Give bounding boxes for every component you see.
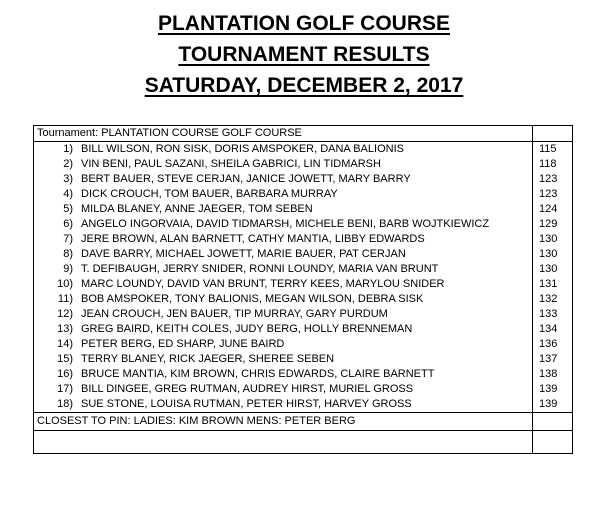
team-cell xyxy=(34,247,533,262)
team-names: BOB AMSPOKER, TONY BALIONIS, MEGAN WILSON, DEBRA SISK xyxy=(81,293,424,305)
score-cell: 134 xyxy=(533,322,573,337)
team-names: BERT BAUER, STEVE CERJAN, JANICE JOWETT, MARY BARRY xyxy=(81,173,411,185)
score-cell: 115 xyxy=(533,142,573,158)
result-row xyxy=(34,352,573,367)
rank-label: 12) xyxy=(57,308,73,320)
rank-label: 7) xyxy=(63,233,73,245)
score-cell: 130 xyxy=(533,247,573,262)
rank-label: 3) xyxy=(63,173,73,185)
page-header xyxy=(0,8,608,101)
team-cell xyxy=(34,202,533,217)
team-names: VIN BENI, PAUL SAZANI, SHEILA GABRICI, LIN TIDMARSH xyxy=(81,158,381,170)
team-names: BILL DINGEE, GREG RUTMAN, AUDREY HIRST, MURIEL GROSS xyxy=(81,383,414,395)
tournament-row xyxy=(34,126,573,142)
team-cell xyxy=(34,142,533,158)
score-cell: 132 xyxy=(533,292,573,307)
rank-label: 11) xyxy=(57,293,73,305)
result-row xyxy=(34,262,573,277)
result-row xyxy=(34,142,573,158)
team-names: MARC LOUNDY, DAVID VAN BRUNT, TERRY KEES, MARYLOU SNIDER xyxy=(81,278,445,290)
team-names: JEAN CROUCH, JEN BAUER, TIP MURRAY, GARY PURDUM xyxy=(81,308,388,320)
team-cell xyxy=(34,367,533,382)
tournament-score-cell xyxy=(533,126,573,142)
team-names: TERRY BLANEY, RICK JAEGER, SHEREE SEBEN xyxy=(81,353,335,365)
score-cell: 136 xyxy=(533,337,573,352)
result-row xyxy=(34,322,573,337)
score-cell: 130 xyxy=(533,232,573,247)
result-row xyxy=(34,337,573,352)
rank-label: 1) xyxy=(63,143,73,155)
team-cell xyxy=(34,277,533,292)
team-names: DAVE BARRY, MICHAEL JOWETT, MARIE BAUER, PAT CERJAN xyxy=(81,248,406,260)
rank-label: 18) xyxy=(57,398,73,410)
result-row xyxy=(34,382,573,397)
score-cell: 131 xyxy=(533,277,573,292)
team-cell xyxy=(34,217,533,232)
results-table xyxy=(33,125,573,454)
result-row xyxy=(34,397,573,413)
rank-label: 10) xyxy=(57,278,73,290)
result-row xyxy=(34,292,573,307)
team-cell xyxy=(34,262,533,277)
result-row xyxy=(34,217,573,232)
result-row xyxy=(34,247,573,262)
result-row xyxy=(34,187,573,202)
rank-label: 9) xyxy=(63,263,73,275)
team-names: T. DEFIBAUGH, JERRY SNIDER, RONNI LOUNDY, MARIA VAN BRUNT xyxy=(81,263,439,275)
tournament-label: Tournament: PLANTATION COURSE GOLF COURSE xyxy=(34,126,533,142)
team-cell xyxy=(34,397,533,413)
empty-cell xyxy=(34,431,533,454)
rank-label: 6) xyxy=(63,218,73,230)
team-names: PETER BERG, ED SHARP, JUNE BAIRD xyxy=(81,338,285,350)
team-names: MILDA BLANEY, ANNE JAEGER, TOM SEBEN xyxy=(81,203,313,215)
result-row xyxy=(34,367,573,382)
team-names: GREG BAIRD, KEITH COLES, JUDY BERG, HOLLY BRENNEMAN xyxy=(81,323,413,335)
closest-to-pin-score-cell xyxy=(533,413,573,431)
score-cell: 138 xyxy=(533,367,573,382)
team-names: DICK CROUCH, TOM BAUER, BARBARA MURRAY xyxy=(81,188,338,200)
team-cell xyxy=(34,382,533,397)
date-title: SATURDAY, DECEMBER 2, 2017 xyxy=(144,74,464,97)
score-cell: 124 xyxy=(533,202,573,217)
team-cell xyxy=(34,352,533,367)
empty-score-cell xyxy=(533,431,573,454)
rank-label: 16) xyxy=(57,368,73,380)
result-row xyxy=(34,202,573,217)
results-title: TOURNAMENT RESULTS xyxy=(178,43,430,66)
result-row xyxy=(34,157,573,172)
score-cell: 129 xyxy=(533,217,573,232)
result-row xyxy=(34,307,573,322)
closest-to-pin-label: CLOSEST TO PIN: LADIES: KIM BROWN MENS: PETER BERG xyxy=(34,413,533,431)
team-names: SUE STONE, LOUISA RUTMAN, PETER HIRST, HARVEY GROSS xyxy=(81,398,412,410)
team-names: BRUCE MANTIA, KIM BROWN, CHRIS EDWARDS, CLAIRE BARNETT xyxy=(81,368,435,380)
score-cell: 118 xyxy=(533,157,573,172)
team-cell xyxy=(34,172,533,187)
rank-label: 2) xyxy=(63,158,73,170)
empty-row xyxy=(34,431,573,454)
rank-label: 5) xyxy=(63,203,73,215)
course-title: PLANTATION GOLF COURSE xyxy=(157,12,451,35)
rank-label: 15) xyxy=(57,353,73,365)
team-cell xyxy=(34,187,533,202)
score-cell: 133 xyxy=(533,307,573,322)
score-cell: 137 xyxy=(533,352,573,367)
rank-label: 17) xyxy=(57,383,73,395)
team-names: JERE BROWN, ALAN BARNETT, CATHY MANTIA, LIBBY EDWARDS xyxy=(81,233,425,245)
closest-to-pin-row xyxy=(34,413,573,431)
rank-label: 4) xyxy=(63,188,73,200)
result-row xyxy=(34,232,573,247)
result-row xyxy=(34,277,573,292)
team-cell xyxy=(34,307,533,322)
result-row xyxy=(34,172,573,187)
score-cell: 123 xyxy=(533,172,573,187)
rank-label: 8) xyxy=(63,248,73,260)
score-cell: 130 xyxy=(533,262,573,277)
rank-label: 14) xyxy=(57,338,73,350)
score-cell: 123 xyxy=(533,187,573,202)
score-cell: 139 xyxy=(533,382,573,397)
team-cell xyxy=(34,157,533,172)
team-cell xyxy=(34,322,533,337)
team-names: ANGELO INGORVAIA, DAVID TIDMARSH, MICHELE BENI, BARB WOJTKIEWICZ xyxy=(81,218,490,230)
team-cell xyxy=(34,232,533,247)
rank-label: 13) xyxy=(57,323,73,335)
team-cell xyxy=(34,292,533,307)
score-cell: 139 xyxy=(533,397,573,413)
team-names: BILL WILSON, RON SISK, DORIS AMSPOKER, DANA BALIONIS xyxy=(81,143,404,155)
team-cell xyxy=(34,337,533,352)
